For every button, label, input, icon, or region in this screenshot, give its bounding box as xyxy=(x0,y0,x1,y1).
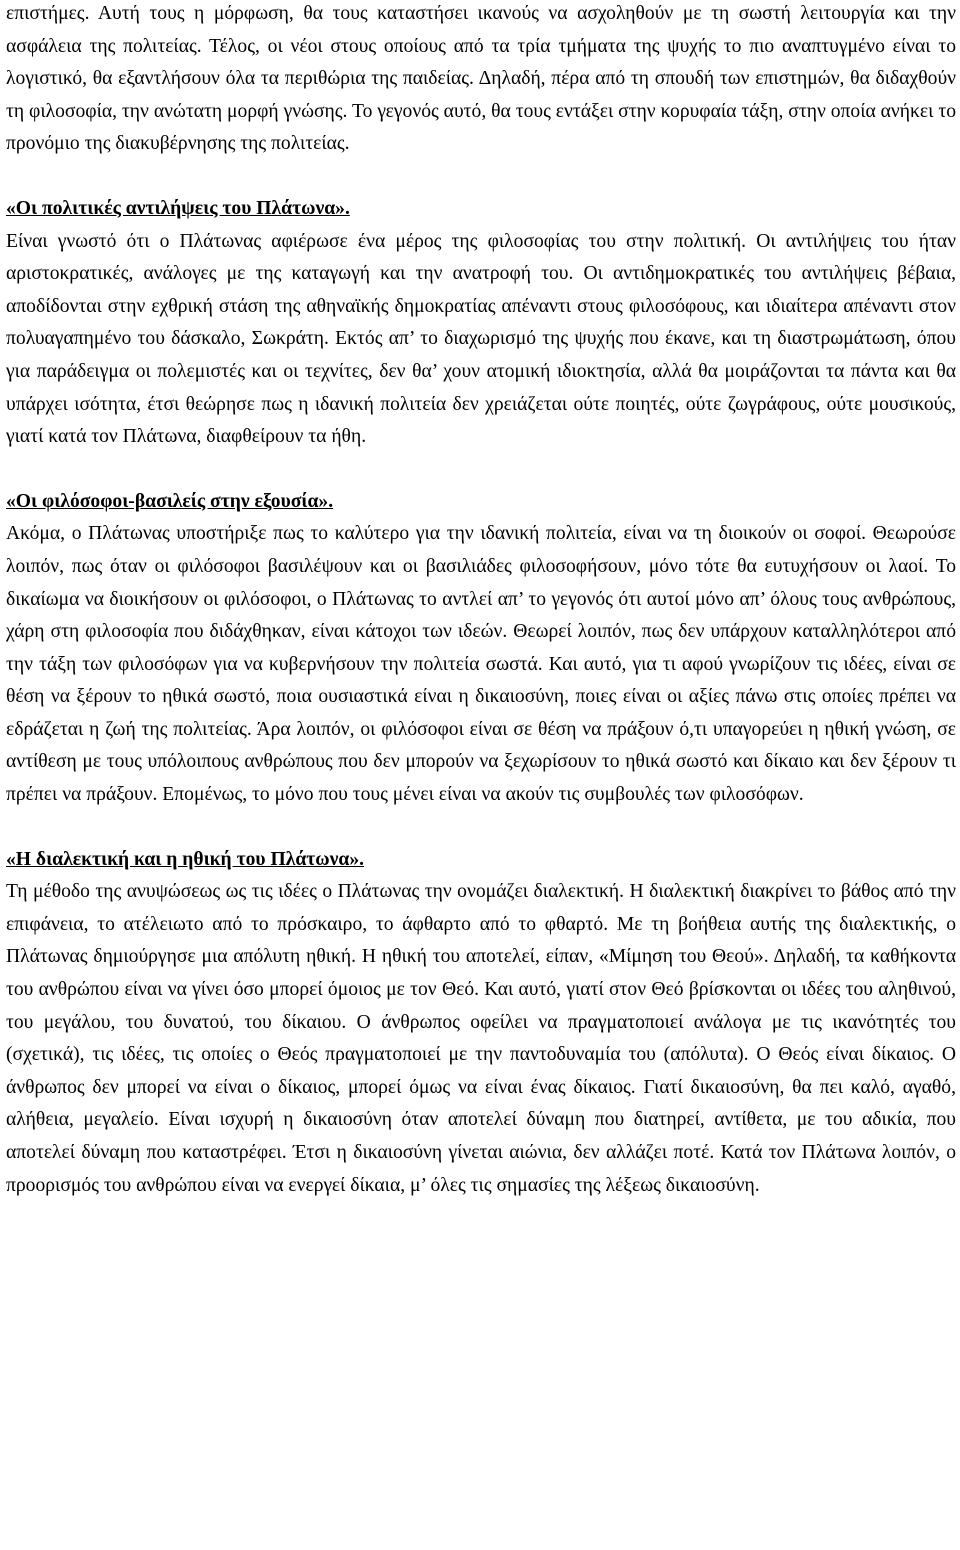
section-body: Τη μέθοδο της ανυψώσεως ως τις ιδέες ο Πλάτωνας την ονομάζει διαλεκτική. Η διαλεκτική διακρίνει το βάθος από την επιφάνεια, το ατέλειωτο από το πρόσκαιρο, το άφθαρτο από το φθαρτό. Με τη βοήθεια αυτής της διαλεκτικής, ο Πλάτωνας δημιούργησε μια απόλυτη ηθική. Η ηθική του αποτελεί, είπαν, «Μίμηση του Θεού». Δηλαδή, τα καθήκοντα του ανθρώπου είναι να γίνει όσο μπορεί όμοιος με τον Θεό. Και αυτό, γιατί στον Θεό βρίσκονται οι ιδέες του αληθινού, του μεγάλου, του δυνατού, του δίκαιου. Ο άνθρωπος οφείλει να πραγματοποιεί ανάλογα με τις ικανότητές του (σχετικά), τις ιδέες, τις οποίες ο Θεός πραγματοποιεί με την παντοδυναμία του (απόλυτα). Ο Θεός είναι δίκαιος. Ο άνθρωπος δεν μπορεί να είναι ο δίκαιος, μπορεί όμως να είναι ένας δίκαιος. Γιατί δικαιοσύνη, θα πει καλό, αγαθό, αλήθεια, μεγαλείο. Είναι ισχυρή η δικαιοσύνη όταν αποτελεί δύναμη που διατηρεί, αντίθετα, με του αδικία, που αποτελεί δύναμη που καταστρέφει. Έτσι η δικαιοσύνη γίνεται αιώνια, δεν αλλάζει ποτέ. Κατά τον Πλάτωνα λοιπόν, ο προορισμός του ανθρώπου είναι να ενεργεί δίκαια, μ’ όλες τις σημασίες της λέξεως δικαιοσύνη. xyxy=(6,881,956,1196)
section-heading: «Οι φιλόσοφοι-βασιλείς στην εξουσία». xyxy=(6,490,334,512)
section-dialectic-ethics xyxy=(6,844,956,1203)
section-body: Είναι γνωστό ότι ο Πλάτωνας αφιέρωσε ένα μέρος της φιλοσοφίας του στην πολιτική. Οι αντιλήψεις του ήταν αριστοκρατικές, ανάλογες με της καταγωγή και την ανατροφή του. Οι αντιδημοκρατικές του αντιλήψεις βέβαια, αποδίδονται στην εχθρική στάση της αθηναϊκής δημοκρατίας απέναντι στους φιλοσόφους, και ιδιαίτερα απέναντι στον πολυαγαπημένο του δάσκαλο, Σωκράτη. Εκτός απ’ το διαχωρισμό της ψυχής που έκανε, και τη διαστρωμάτωση, όπου για παράδειγμα οι πολεμιστές και οι τεχνίτες, δεν θα’ χουν ατομική ιδιοκτησία, αλλά θα μοιράζονται τα πάντα και θα υπάρχει ισότητα, έτσι θεώρησε πως η ιδανική πολιτεία δεν χρειάζεται ούτε ποιητές, ούτε ζωγράφους, ούτε μουσικούς, γιατί κατά τον Πλάτωνα, διαφθείρουν τα ήθη. xyxy=(6,230,956,448)
section-heading: «Η διαλεκτική και η ηθική του Πλάτωνα». xyxy=(6,848,365,870)
intro-paragraph: επιστήμες. Αυτή τους η μόρφωση, θα τους καταστήσει ικανούς να ασχοληθούν με τη σωστή λειτουργία και την ασφάλεια της πολιτείας. Τέλος, οι νέοι στους οποίους από τα τρία τμήματα της ψυχής το πιο αναπτυγμένο είναι το λογιστικό, θα εξαντλήσουν όλα τα περιθώρια της παιδείας. Δηλαδή, πέρα από τη σπουδή των επιστημών, θα διδαχθούν τη φιλοσοφία, την ανώτατη μορφή γνώσης. Το γεγονός αυτό, θα τους εντάξει στην κορυφαία τάξη, στην οποία ανήκει το προνόμιο της διακυβέρνησης της πολιτείας. xyxy=(6,3,956,155)
section-body: Ακόμα, ο Πλάτωνας υποστήριξε πως το καλύτερο για την ιδανική πολιτεία, είναι να τη διοικούν οι σοφοί. Θεωρούσε λοιπόν, πως όταν οι φιλόσοφοι βασιλέψουν και οι βασιλιάδες φιλοσοφήσουν, μόνο τότε θα ευτυχήσουν οι λαοί. Το δικαίωμα να διοικήσουν οι φιλόσοφοι, ο Πλάτωνας το αντλεί απ’ το γεγονός ότι αυτοί μόνο απ’ όλους τους ανθρώπους, χάρη στη φιλοσοφία που διδάχθηκαν, είναι κάτοχοι των ιδεών. Θεωρεί λοιπόν, πως δεν υπάρχουν καταλληλότεροι από την τάξη των φιλοσόφων για να κυβερνήσουν την πολιτεία σωστά. Και αυτό, για τι αφού γνωρίζουν τις ιδέες, είναι σε θέση να ξέρουν το ηθικά σωστό, ποια ουσιαστικά είναι η δικαιοσύνη, ποιες είναι οι αξίες πάνω στις οποίες πρέπει να εδράζεται η ζωή της πολιτείας. Άρα λοιπόν, οι φιλόσοφοι είναι σε θέση να πράξουν ό,τι υπαγορεύει η ηθική γνώση, σε αντίθεση με τους υπόλοιπους ανθρώπους που δεν μπορούν να ξεχωρίσουν το ηθικά σωστό και δίκαιο και δεν ξέρουν τι πρέπει να πράξουν. Επομένως, το μόνο που τους μένει είναι να ακούν τις συμβουλές των φιλοσόφων. xyxy=(6,523,956,806)
section-philosopher-kings xyxy=(6,486,956,812)
section-political-views xyxy=(6,193,956,454)
section-heading: «Οι πολιτικές αντιλήψεις του Πλάτωνα». xyxy=(6,197,350,219)
